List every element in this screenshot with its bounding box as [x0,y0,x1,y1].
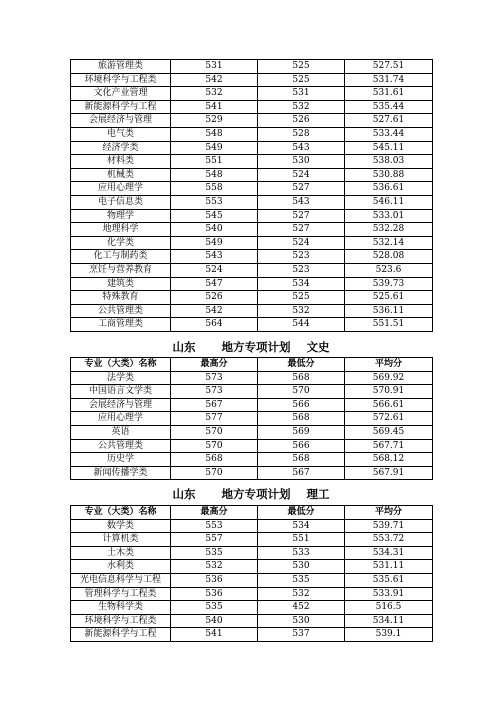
table-row [71,425,433,439]
cell-major: 环境科学与工程类 [71,614,171,628]
cell-max-score: 535 [171,601,258,615]
cell-min-score: 524 [258,236,345,250]
cell-avg-score: 569.45 [345,425,433,439]
cell-avg-score: 567.71 [345,439,433,453]
cell-avg-score: 533.44 [345,127,433,141]
cell-min-score: 525 [258,60,345,74]
cell-avg-score: 527.51 [345,60,433,74]
cell-major: 英语 [71,425,171,439]
cell-major: 法学类 [71,371,171,385]
cell-max-score: 542 [171,304,258,318]
cell-avg-score: 534.11 [345,614,433,628]
header-max: 最高分 [171,358,258,372]
cell-avg-score: 536.11 [345,304,433,318]
cell-max-score: 553 [171,519,258,533]
cell-major: 生物科学类 [71,601,171,615]
title-plan: 地方专项计划 [221,340,291,354]
cell-max-score: 567 [171,398,258,412]
cell-max-score: 542 [171,73,258,87]
cell-major: 公共管理类 [71,439,171,453]
cell-major: 历史学 [71,453,171,467]
header-major: 专业（大类）名称 [71,358,171,372]
cell-min-score: 527 [258,182,345,196]
cell-min-score: 566 [258,439,345,453]
cell-min-score: 525 [258,73,345,87]
cell-min-score: 530 [258,614,345,628]
table-row [71,141,433,155]
table-row [71,223,433,237]
table-row [71,236,433,250]
cell-min-score: 535 [258,573,345,587]
cell-min-score: 532 [258,100,345,114]
cell-min-score: 531 [258,87,345,101]
score-table-body [71,60,433,332]
table-row [71,250,433,264]
cell-major: 旅游管理类 [71,60,171,74]
cell-major: 数学类 [71,519,171,533]
cell-max-score: 551 [171,155,258,169]
score-table-ligong [70,505,433,642]
cell-min-score: 568 [258,453,345,467]
table-row [71,60,433,74]
cell-avg-score: 572.61 [345,412,433,426]
cell-min-score: 543 [258,141,345,155]
cell-min-score: 537 [258,628,345,642]
cell-avg-score: 525.61 [345,291,433,305]
cell-avg-score: 532.14 [345,236,433,250]
cell-avg-score: 567.91 [345,466,433,480]
table-row [71,546,433,560]
cell-min-score: 524 [258,168,345,182]
cell-major: 新闻传播学类 [71,466,171,480]
score-table-wenshi [70,357,433,480]
table-row [71,291,433,305]
cell-min-score: 551 [258,533,345,547]
table-row [71,304,433,318]
cell-min-score: 569 [258,425,345,439]
cell-major: 应用心理学 [71,412,171,426]
table-row [71,519,433,533]
cell-min-score: 534 [258,277,345,291]
cell-major: 会展经济与管理 [71,114,171,128]
score-table-continued [70,59,433,332]
table-row [71,560,433,574]
cell-min-score: 523 [258,263,345,277]
cell-min-score: 532 [258,587,345,601]
title-province: 山东 [172,340,196,354]
cell-major: 中国语言文学类 [71,385,171,399]
cell-major: 计算机类 [71,533,171,547]
cell-max-score: 573 [171,385,258,399]
cell-major: 建筑类 [71,277,171,291]
table-row [71,195,433,209]
table-row [71,318,433,332]
header-max: 最高分 [171,506,258,520]
cell-major: 管理科学与工程类 [71,587,171,601]
cell-min-score: 527 [258,223,345,237]
header-avg: 平均分 [345,358,433,372]
cell-avg-score: 553.72 [345,533,433,547]
cell-max-score: 573 [171,371,258,385]
cell-avg-score: 530.88 [345,168,433,182]
table-header [71,506,433,520]
table-row [71,182,433,196]
cell-avg-score: 528.08 [345,250,433,264]
cell-avg-score: 536.61 [345,182,433,196]
cell-max-score: 577 [171,412,258,426]
cell-min-score: 528 [258,127,345,141]
cell-major: 电子信息类 [71,195,171,209]
cell-major: 新能源科学与工程 [71,100,171,114]
cell-major: 材料类 [71,155,171,169]
cell-avg-score: 535.61 [345,573,433,587]
table-row [71,371,433,385]
cell-min-score: 530 [258,155,345,169]
table-row [71,601,433,615]
cell-major: 电气类 [71,127,171,141]
score-table-body [71,371,433,480]
table-row [71,533,433,547]
table-row [71,466,433,480]
cell-major: 土木类 [71,546,171,560]
cell-avg-score: 531.74 [345,73,433,87]
cell-max-score: 532 [171,87,258,101]
table-row [71,453,433,467]
table-row [71,614,433,628]
cell-max-score: 543 [171,250,258,264]
table-header [71,358,433,372]
table-row [71,127,433,141]
cell-min-score: 525 [258,291,345,305]
cell-max-score: 541 [171,628,258,642]
cell-major: 物理学 [71,209,171,223]
cell-avg-score: 534.31 [345,546,433,560]
table-row [71,100,433,114]
table-row [71,412,433,426]
cell-max-score: 558 [171,182,258,196]
cell-major: 化学类 [71,236,171,250]
cell-major: 会展经济与管理 [71,398,171,412]
title-province: 山东 [172,487,196,501]
score-table-body [71,519,433,641]
cell-avg-score: 538.03 [345,155,433,169]
cell-avg-score: 545.11 [345,141,433,155]
cell-major: 公共管理类 [71,304,171,318]
cell-min-score: 526 [258,114,345,128]
table-row [71,573,433,587]
cell-max-score: 548 [171,168,258,182]
cell-major: 光电信息科学与工程 [71,573,171,587]
cell-max-score: 545 [171,209,258,223]
table-row [71,587,433,601]
cell-min-score: 570 [258,385,345,399]
cell-major: 经济学类 [71,141,171,155]
cell-avg-score: 539.71 [345,519,433,533]
table-row [71,385,433,399]
cell-max-score: 549 [171,236,258,250]
cell-avg-score: 523.6 [345,263,433,277]
cell-min-score: 523 [258,250,345,264]
cell-max-score: 570 [171,439,258,453]
table-row [71,263,433,277]
cell-avg-score: 531.11 [345,560,433,574]
cell-major: 水利类 [71,560,171,574]
cell-min-score: 527 [258,209,345,223]
cell-major: 特殊教育 [71,291,171,305]
cell-max-score: 536 [171,587,258,601]
cell-max-score: 557 [171,533,258,547]
cell-avg-score: 532.28 [345,223,433,237]
cell-min-score: 534 [258,519,345,533]
cell-max-score: 529 [171,114,258,128]
cell-avg-score: 546.11 [345,195,433,209]
cell-major: 机械类 [71,168,171,182]
cell-avg-score: 527.61 [345,114,433,128]
cell-major: 新能源科学与工程 [71,628,171,642]
section-title-wenshi [70,339,432,355]
cell-min-score: 567 [258,466,345,480]
cell-max-score: 549 [171,141,258,155]
cell-max-score: 540 [171,614,258,628]
cell-avg-score: 539.73 [345,277,433,291]
cell-avg-score: 535.44 [345,100,433,114]
cell-max-score: 524 [171,263,258,277]
cell-avg-score: 533.91 [345,587,433,601]
cell-max-score: 548 [171,127,258,141]
cell-max-score: 526 [171,291,258,305]
cell-max-score: 536 [171,573,258,587]
cell-min-score: 530 [258,560,345,574]
table-row [71,628,433,642]
cell-max-score: 540 [171,223,258,237]
cell-min-score: 532 [258,304,345,318]
cell-major: 文化产业管理 [71,87,171,101]
cell-max-score: 535 [171,546,258,560]
cell-min-score: 568 [258,412,345,426]
table-row [71,114,433,128]
cell-avg-score: 533.01 [345,209,433,223]
header-major: 专业（大类）名称 [71,506,171,520]
cell-max-score: 568 [171,453,258,467]
cell-major: 环境科学与工程类 [71,73,171,87]
cell-min-score: 568 [258,371,345,385]
table-row [71,277,433,291]
cell-avg-score: 566.61 [345,398,433,412]
cell-major: 应用心理学 [71,182,171,196]
cell-avg-score: 568.12 [345,453,433,467]
table-row [71,209,433,223]
table-row [71,398,433,412]
cell-min-score: 566 [258,398,345,412]
cell-max-score: 570 [171,466,258,480]
header-min: 最低分 [258,506,345,520]
cell-max-score: 564 [171,318,258,332]
table-row [71,439,433,453]
cell-min-score: 543 [258,195,345,209]
cell-max-score: 532 [171,560,258,574]
cell-avg-score: 551.51 [345,318,433,332]
cell-avg-score: 531.61 [345,87,433,101]
title-track: 理工 [306,487,330,501]
section-title-ligong [70,486,432,502]
cell-avg-score: 539.1 [345,628,433,642]
header-avg: 平均分 [345,506,433,520]
table-row [71,73,433,87]
cell-min-score: 544 [258,318,345,332]
table-row [71,155,433,169]
table-row [71,87,433,101]
header-min: 最低分 [258,358,345,372]
cell-min-score: 533 [258,546,345,560]
cell-max-score: 541 [171,100,258,114]
title-plan: 地方专项计划 [221,487,291,501]
table-row [71,168,433,182]
cell-max-score: 547 [171,277,258,291]
cell-major: 地理科学 [71,223,171,237]
cell-max-score: 553 [171,195,258,209]
cell-major: 工商管理类 [71,318,171,332]
cell-min-score: 452 [258,601,345,615]
cell-max-score: 570 [171,425,258,439]
cell-avg-score: 516.5 [345,601,433,615]
cell-major: 烹饪与营养教育 [71,263,171,277]
title-track: 文史 [306,340,330,354]
cell-avg-score: 569.92 [345,371,433,385]
cell-avg-score: 570.91 [345,385,433,399]
cell-major: 化工与制药类 [71,250,171,264]
cell-max-score: 531 [171,60,258,74]
